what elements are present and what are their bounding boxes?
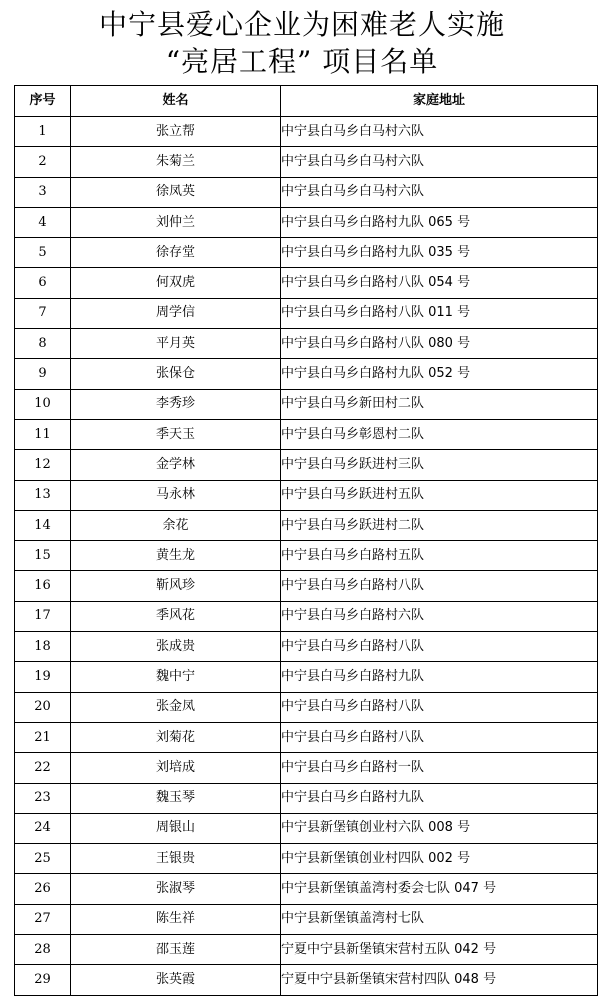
row-address-cell: 中宁县白马乡跃进村二队 bbox=[281, 510, 598, 540]
table-row bbox=[15, 207, 598, 237]
table-row bbox=[15, 692, 598, 722]
page-title-line-1: 中宁县爱心企业为困难老人实施 bbox=[98, 8, 505, 41]
row-number-cell: 7 bbox=[15, 298, 71, 328]
row-name-cell: 邵玉莲 bbox=[71, 935, 281, 965]
row-number-cell: 23 bbox=[15, 783, 71, 813]
table-row bbox=[15, 480, 598, 510]
table-row bbox=[15, 601, 598, 631]
row-name-cell: 魏中宁 bbox=[71, 662, 281, 692]
table-row bbox=[15, 238, 598, 268]
row-number-cell: 22 bbox=[15, 753, 71, 783]
row-number-cell: 10 bbox=[15, 389, 71, 419]
row-name-cell: 徐存堂 bbox=[71, 238, 281, 268]
page-title bbox=[0, 6, 604, 80]
table-body bbox=[15, 117, 598, 996]
row-address-cell: 中宁县新堡镇盖湾村七队 bbox=[281, 904, 598, 934]
row-name-cell: 徐凤英 bbox=[71, 177, 281, 207]
row-address-cell: 中宁县白马乡白路村九队 052 号 bbox=[281, 359, 598, 389]
row-number-cell: 25 bbox=[15, 844, 71, 874]
row-name-cell: 靳风珍 bbox=[71, 571, 281, 601]
row-address-cell: 中宁县白马乡白路村九队 035 号 bbox=[281, 238, 598, 268]
table-row bbox=[15, 753, 598, 783]
table-row bbox=[15, 359, 598, 389]
row-name-cell: 周学信 bbox=[71, 298, 281, 328]
table-row bbox=[15, 722, 598, 752]
row-name-cell: 刘培成 bbox=[71, 753, 281, 783]
table-header-row bbox=[15, 86, 598, 117]
row-name-cell: 李秀珍 bbox=[71, 389, 281, 419]
table-row bbox=[15, 662, 598, 692]
table-row bbox=[15, 117, 598, 147]
row-address-cell: 中宁县新堡镇盖湾村委会七队 047 号 bbox=[281, 874, 598, 904]
row-number-cell: 21 bbox=[15, 722, 71, 752]
table-row bbox=[15, 874, 598, 904]
row-number-cell: 12 bbox=[15, 450, 71, 480]
row-number-cell: 26 bbox=[15, 874, 71, 904]
column-header-name: 姓名 bbox=[71, 86, 281, 117]
page-title-line-2: “亮居工程” 项目名单 bbox=[165, 45, 439, 78]
row-number-cell: 4 bbox=[15, 207, 71, 237]
row-number-cell: 14 bbox=[15, 510, 71, 540]
row-address-cell: 中宁县白马乡白路村八队 bbox=[281, 722, 598, 752]
row-number-cell: 18 bbox=[15, 632, 71, 662]
row-address-cell: 中宁县新堡镇创业村六队 008 号 bbox=[281, 813, 598, 843]
row-name-cell: 张英霞 bbox=[71, 965, 281, 995]
row-address-cell: 中宁县白马乡白路村九队 bbox=[281, 662, 598, 692]
row-name-cell: 余花 bbox=[71, 510, 281, 540]
table-row bbox=[15, 268, 598, 298]
row-name-cell: 刘菊花 bbox=[71, 722, 281, 752]
row-number-cell: 3 bbox=[15, 177, 71, 207]
row-name-cell: 张立帮 bbox=[71, 117, 281, 147]
row-name-cell: 金学林 bbox=[71, 450, 281, 480]
table-row bbox=[15, 571, 598, 601]
row-number-cell: 24 bbox=[15, 813, 71, 843]
table-row bbox=[15, 813, 598, 843]
row-name-cell: 朱菊兰 bbox=[71, 147, 281, 177]
row-number-cell: 15 bbox=[15, 541, 71, 571]
row-address-cell: 中宁县白马乡白路村八队 054 号 bbox=[281, 268, 598, 298]
table-row bbox=[15, 904, 598, 934]
table-row bbox=[15, 541, 598, 571]
row-address-cell: 中宁县白马乡白路村八队 bbox=[281, 692, 598, 722]
row-address-cell: 中宁县白马乡白路村九队 bbox=[281, 783, 598, 813]
row-address-cell: 中宁县白马乡白路村一队 bbox=[281, 753, 598, 783]
row-name-cell: 周银山 bbox=[71, 813, 281, 843]
row-address-cell: 中宁县白马乡白路村八队 bbox=[281, 632, 598, 662]
table-row bbox=[15, 450, 598, 480]
row-address-cell: 中宁县白马乡白路村五队 bbox=[281, 541, 598, 571]
row-number-cell: 6 bbox=[15, 268, 71, 298]
row-number-cell: 5 bbox=[15, 238, 71, 268]
row-address-cell: 中宁县白马乡白路村八队 080 号 bbox=[281, 329, 598, 359]
row-address-cell: 中宁县白马乡白马村六队 bbox=[281, 177, 598, 207]
table-row bbox=[15, 419, 598, 449]
row-address-cell: 宁夏中宁县新堡镇宋营村四队 048 号 bbox=[281, 965, 598, 995]
table-row bbox=[15, 510, 598, 540]
table-row bbox=[15, 329, 598, 359]
row-address-cell: 中宁县白马乡白路村六队 bbox=[281, 601, 598, 631]
row-number-cell: 19 bbox=[15, 662, 71, 692]
row-name-cell: 平月英 bbox=[71, 329, 281, 359]
row-address-cell: 中宁县白马乡新田村二队 bbox=[281, 389, 598, 419]
table-row bbox=[15, 632, 598, 662]
row-name-cell: 季天玉 bbox=[71, 419, 281, 449]
row-address-cell: 中宁县白马乡白路村八队 bbox=[281, 571, 598, 601]
row-name-cell: 张成贵 bbox=[71, 632, 281, 662]
row-number-cell: 29 bbox=[15, 965, 71, 995]
row-number-cell: 11 bbox=[15, 419, 71, 449]
row-address-cell: 中宁县白马乡跃进村五队 bbox=[281, 480, 598, 510]
row-number-cell: 20 bbox=[15, 692, 71, 722]
row-number-cell: 1 bbox=[15, 117, 71, 147]
table-row bbox=[15, 935, 598, 965]
row-address-cell: 中宁县白马乡白马村六队 bbox=[281, 147, 598, 177]
table-row bbox=[15, 177, 598, 207]
column-header-address: 家庭地址 bbox=[281, 86, 598, 117]
table-row bbox=[15, 147, 598, 177]
row-number-cell: 8 bbox=[15, 329, 71, 359]
row-address-cell: 中宁县白马乡跃进村三队 bbox=[281, 450, 598, 480]
table-row bbox=[15, 844, 598, 874]
row-number-cell: 13 bbox=[15, 480, 71, 510]
row-name-cell: 季风花 bbox=[71, 601, 281, 631]
recipient-table bbox=[14, 85, 598, 996]
table-row bbox=[15, 965, 598, 995]
row-name-cell: 马永林 bbox=[71, 480, 281, 510]
table-row bbox=[15, 298, 598, 328]
row-address-cell: 中宁县白马乡彰恩村二队 bbox=[281, 419, 598, 449]
row-number-cell: 16 bbox=[15, 571, 71, 601]
row-name-cell: 张淑琴 bbox=[71, 874, 281, 904]
row-name-cell: 刘仲兰 bbox=[71, 207, 281, 237]
row-name-cell: 王银贵 bbox=[71, 844, 281, 874]
row-name-cell: 张金凤 bbox=[71, 692, 281, 722]
table-row bbox=[15, 783, 598, 813]
row-name-cell: 魏玉琴 bbox=[71, 783, 281, 813]
row-address-cell: 中宁县白马乡白路村八队 011 号 bbox=[281, 298, 598, 328]
row-name-cell: 黄生龙 bbox=[71, 541, 281, 571]
table-row bbox=[15, 389, 598, 419]
row-number-cell: 17 bbox=[15, 601, 71, 631]
row-name-cell: 何双虎 bbox=[71, 268, 281, 298]
column-header-number: 序号 bbox=[15, 86, 71, 117]
row-number-cell: 2 bbox=[15, 147, 71, 177]
row-number-cell: 27 bbox=[15, 904, 71, 934]
row-address-cell: 中宁县白马乡白马村六队 bbox=[281, 117, 598, 147]
row-number-cell: 9 bbox=[15, 359, 71, 389]
row-number-cell: 28 bbox=[15, 935, 71, 965]
row-name-cell: 张保仓 bbox=[71, 359, 281, 389]
row-name-cell: 陈生祥 bbox=[71, 904, 281, 934]
row-address-cell: 中宁县新堡镇创业村四队 002 号 bbox=[281, 844, 598, 874]
row-address-cell: 宁夏中宁县新堡镇宋营村五队 042 号 bbox=[281, 935, 598, 965]
row-address-cell: 中宁县白马乡白路村九队 065 号 bbox=[281, 207, 598, 237]
